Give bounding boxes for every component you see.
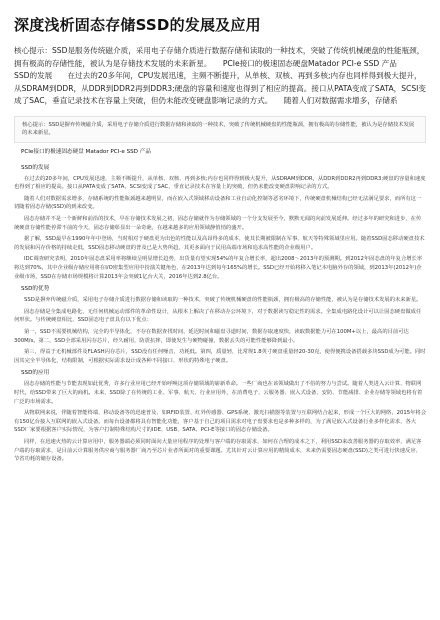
- paragraph: SSD是摒弃传统磁介质，采用电子存储介质进行数据存储和读取的一种技术，突破了传统机械硬盘的性能瓶颈，拥有极高的存储性能，被认为是存储技术发展的未来新星。: [24, 297, 422, 304]
- paragraph: 从物联网来说，伴随着智能终端、移动设备等的迅速普及，如RFID装置、红外传感器、GPS系统、激光扫描器等装置与互联网结合起来，形成一个巨大的网络，2015年将会有150亿台接入互联网的嵌入式设备。而每台设备都将具有智能化功能，客户基于自己的项目需求对电子盘要求也是多种多样的，为了满足嵌入式设备行业多样化需求，各大SSD厂家要根据客户实际情况，为客户打制特殊结构尺寸的IDE、USB、SATA、PCI-E等接口的固态存储设备。: [14, 410, 426, 434]
- abstract: 核心提示：SSD是服务传统磁介质，采用电子存储介质进行数据存储和读取的一种技术，突破了传统机械硬盘的性能瓶颈，拥有极高的存储性能，被认为是存储技术发展的未来新星。 PCIe接口的极速固态硬盘Matador PCI-e SSD 产品 SSD的发展 在过去的20多年间，CPU发展迅速，主频不断提升，从单核、双核、再到多核;内存也同样得到极大提升，从SDRAM到DDR，从DDR到DDR2再到DDR3;硬盘的容量和速度也得到了相应的提高。接口从PATA变成了SATA，SCSI变成了SAC，垂直记录技术在容量上突破，但仍未能改变硬盘影响记录的方式。 随着人们对数据需求增多，存储系: [14, 46, 427, 105]
- paragraph: 随着人们对数据需求增多，存储系统的性能瓶颈越来越明显，而在嵌入式领域移动设备和工业自动化控制等恶劣环境下，传统硬盘机械结构已经无法满足要求，而所有这一切随着固态存储(SSD)的到来改变。: [14, 195, 422, 211]
- paragraph: 第三，得益于无机械部件及FLASH闪存芯片，SSD没有任何噪音，功耗低。第四，质量轻，比常规1.8英寸硬盘重量轻20-30克，使得便携设备搭载多块SSD成为可能。同时因其完全半导体化，结构限制，可根据实际需求设计成各种不同接口、形状的特殊电子硬盘。: [14, 349, 426, 364]
- section-heading-applications: SSD的应用: [21, 370, 50, 377]
- section-heading-development: SSD的发展: [21, 164, 50, 171]
- product-caption: PCIe接口的极速固态硬盘 Matador PCI-e SSD 产品: [21, 148, 151, 155]
- paragraph: IDC调查研究表明，2010年固态盘采用率将继续呈明显增长趋势，出货量有望实现54%的年复合增长率，超出2008～2013年的预测期。到2012年固态盘的年复合增长率将达到70%，其中企业级存储应用将在I/O密集型应用中扮演关键角色，在2013年达到每年165%的增长。SSD已经开始将移入笔记本电脑外存的领域，到2013年(2012年)企业级市场，SSD在存储市场规模将计算2013年会突破1亿台大关，2016年达到2.8亿台。: [14, 256, 423, 280]
- paragraph: 同样，在迅速火热的云计算应用中，服务器端必须同时面向大量应用程序的处理与客户端的存取需求，如何在合理的成本之下，利用SSD来改善服务器的存取效率，满足客户端的存取需求，是目前云计算服务供应商与服务器厂商乃至芯片业者所面对的重要课题。尤其针对云计算应用的精简成本，未来仍需要固态硬盘(SSD)之类可进行快速反应、节省功耗的储存设备。: [14, 438, 422, 463]
- summary-quote: [14, 116, 426, 143]
- paragraph: 据了解，SSD最早在1990年年中登场，当时相对于硬盘更为出色的性能以及高昂得多的成本，使其长期被限制在军事、航天等特殊领域里应用。随着SSD固态移动硬盘技术的发展和闪存价格的持续走低，SSD固态移动硬盘的普及已是大势所趋，其更多面向于民用高端市场和追求高性能的企业级用户。: [14, 236, 425, 251]
- paragraph: 固态存储并不是一个新鲜和前沿的技术，早在存储技术发展之初，固态存储就作为存储领域的一个分支发展至今，默默无闻的向前发展延伸。经过多年的研究和进步，在传统硬盘存储性能停滞不前的今天，固态存储彰显出一朵奇葩，在越来越多的应用领域静悄悄的盛开。: [14, 216, 422, 231]
- paragraph: 固态存储是全集成电路化、无任何机械运动部件的革命性设计，从根本上解决了在移动办公环境下，对于数据读写稳定性的需求。全集成电路化设计可以让固态硬盘做成任何形状。与传统硬盘相比，SSD固态电子盘具有以下优点：: [14, 308, 422, 324]
- paragraph: 第一，SSD不需要机械结构，完全的半导体化，不存在数据查找时间、延迟时间和磁盘寻道时间，数据存取速度快，读取数据能力可在100M+以上，最高的目前可达300M/s。第二，SSD全部采用闪存芯片，经久耐用，防震抗摔，即使发生与硬物碰撞，数据丢失的可能性能够降到最小。: [14, 329, 409, 344]
- section-heading-advantages: SSD的优势: [21, 286, 50, 293]
- paragraph: 在过去的20多年间，CPU发展迅速，主频不断提升，从单核、双核、再到多核;内存也同样得到极大提升，从SDRAM到DDR，从DDR到DDR2再到DDR3;硬盘的容量和速度也得到了相应的提高。接口从PATA变成了SATA，SCSI变成了SAC，垂直记录技术在容量上的突破，但仍未能改变硬盘影响记录的方式。: [14, 175, 426, 191]
- page-title: 深度浅析固态存储SSD的发展及应用: [14, 16, 261, 34]
- summary-text: 核心提示：SSD是摒弃传统磁介质，采用电子存储介质进行数据存储和读取的一种技术，突破了传统机械硬盘的性能瓶颈，拥有极高的存储性能，被认为是存储技术发展的未来新星。: [22, 121, 415, 137]
- paragraph: 固态存储的性能与节能表现如此优秀，许多行业应用已经开始呼唤这项存储领域的崭新革命。一些厂商也在该领域做出了不俗的努力与尝试。随着人类进入云计算、物联网时代，给SSD带来了巨大的商机。未来，SSD除了在传统的工业、军事、航天、行业应用外，在消费电子、云服务器、嵌入式设备、安防、节能减排、企业存储等领域也将有着广泛的市场需求。: [14, 381, 423, 405]
